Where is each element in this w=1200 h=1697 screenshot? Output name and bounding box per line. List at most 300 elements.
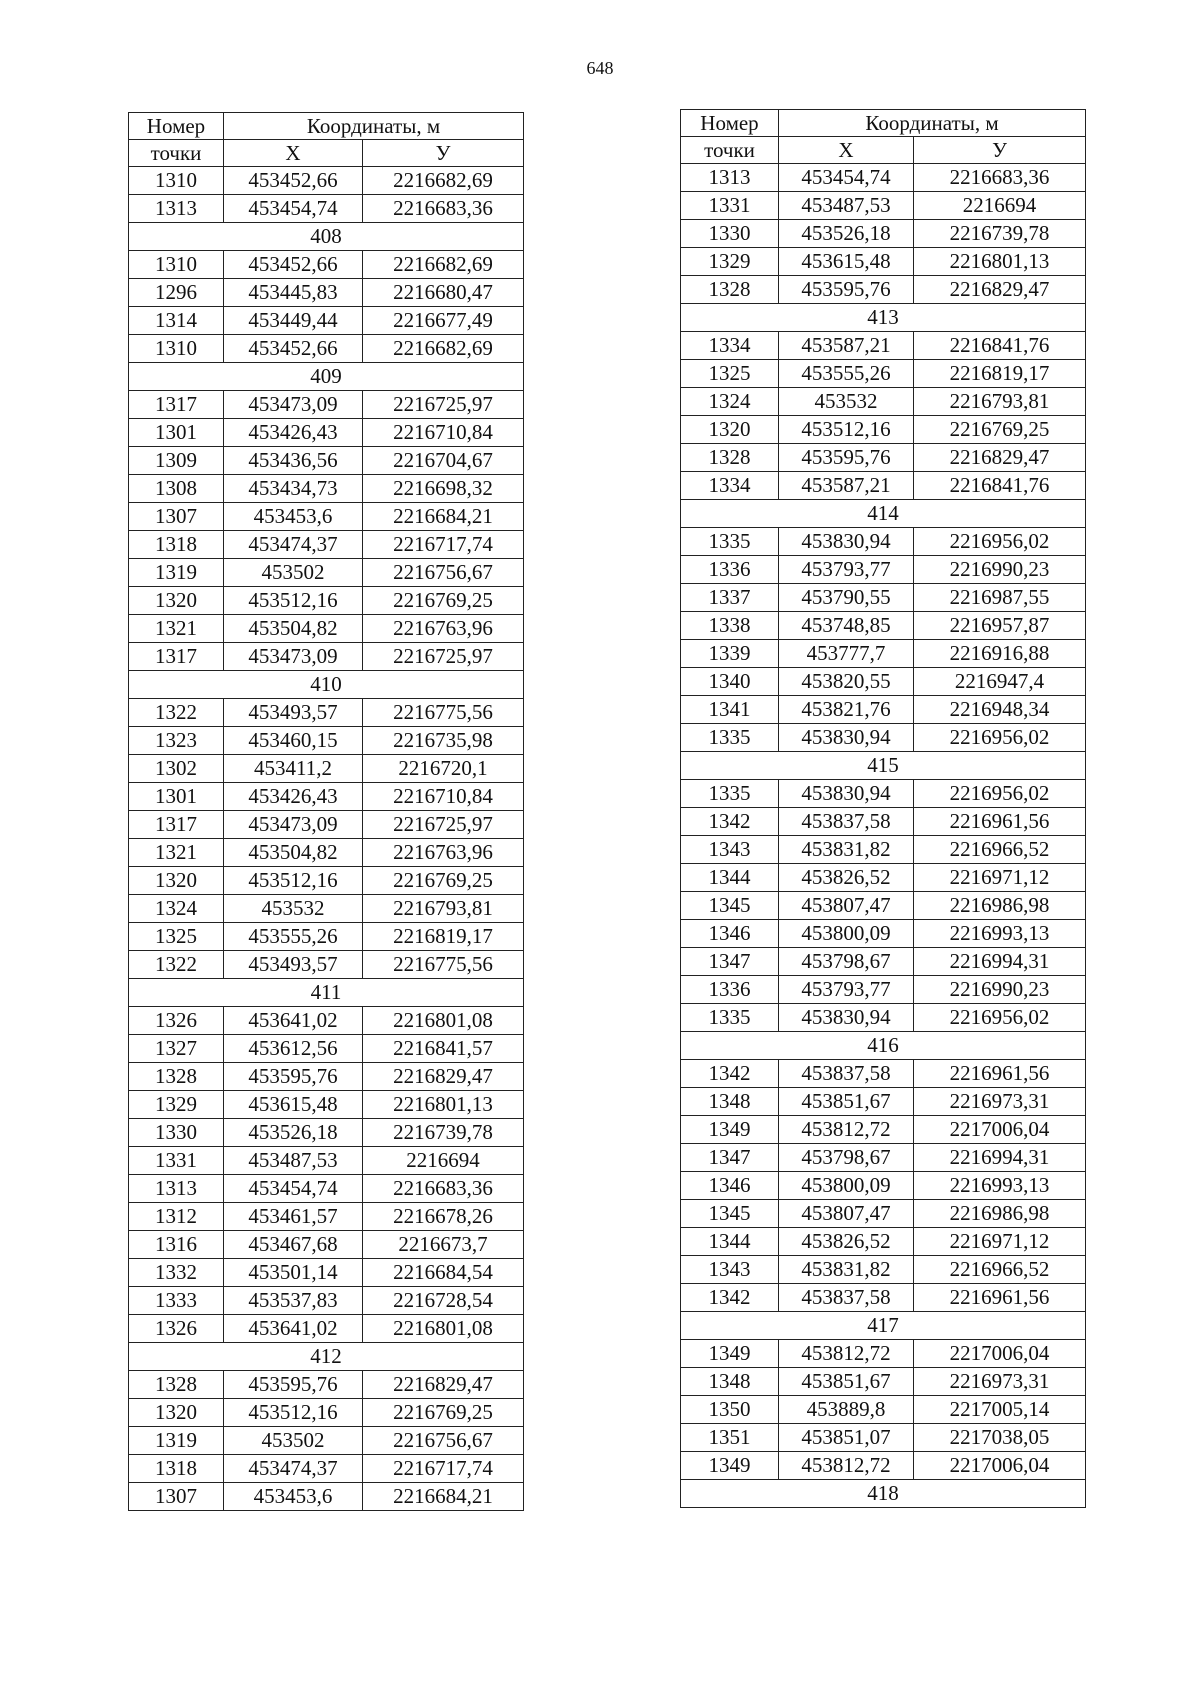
y-coordinate-cell: 2216728,54 — [363, 1287, 524, 1315]
table-row — [129, 951, 524, 979]
x-coordinate-cell: 453587,21 — [779, 332, 914, 360]
point-number-cell: 1324 — [681, 388, 779, 416]
point-number-cell: 1320 — [129, 1399, 224, 1427]
x-coordinate-cell: 453889,8 — [779, 1396, 914, 1424]
point-number-header-sub: точки — [129, 140, 224, 167]
point-number-cell: 1339 — [681, 640, 779, 668]
section-number: 414 — [681, 500, 1086, 528]
y-coordinate-cell: 2216698,32 — [363, 475, 524, 503]
point-number-cell: 1325 — [129, 923, 224, 951]
x-coordinate-cell: 453449,44 — [224, 307, 363, 335]
table-row — [681, 1172, 1086, 1200]
table-row — [681, 1424, 1086, 1452]
point-number-cell: 1347 — [681, 948, 779, 976]
point-number-cell: 1349 — [681, 1452, 779, 1480]
y-coordinate-cell: 2216971,12 — [914, 864, 1086, 892]
point-number-cell: 1317 — [129, 811, 224, 839]
y-coordinate-cell: 2216694 — [914, 192, 1086, 220]
table-row — [129, 783, 524, 811]
point-number-cell: 1347 — [681, 1144, 779, 1172]
point-number-cell: 1310 — [129, 167, 224, 195]
x-coordinate-cell: 453830,94 — [779, 780, 914, 808]
x-coordinate-cell: 453526,18 — [779, 220, 914, 248]
table-row — [681, 668, 1086, 696]
x-coordinate-cell: 453837,58 — [779, 1284, 914, 1312]
x-coordinate-cell: 453830,94 — [779, 1004, 914, 1032]
x-coordinate-cell: 453473,09 — [224, 391, 363, 419]
y-coordinate-cell: 2216956,02 — [914, 780, 1086, 808]
x-coordinate-cell: 453830,94 — [779, 528, 914, 556]
x-coordinate-cell: 453595,76 — [224, 1371, 363, 1399]
section-row — [681, 304, 1086, 332]
point-number-cell: 1340 — [681, 668, 779, 696]
table-row — [129, 1287, 524, 1315]
point-number-cell: 1314 — [129, 307, 224, 335]
point-number-cell: 1318 — [129, 531, 224, 559]
table-row — [129, 1455, 524, 1483]
point-number-cell: 1323 — [129, 727, 224, 755]
x-coordinate-cell: 453820,55 — [779, 668, 914, 696]
y-coordinate-cell: 2216793,81 — [363, 895, 524, 923]
table-row — [129, 1483, 524, 1511]
x-coordinate-cell: 453502 — [224, 559, 363, 587]
point-number-cell: 1296 — [129, 279, 224, 307]
y-coordinate-cell: 2217006,04 — [914, 1452, 1086, 1480]
point-number-cell: 1307 — [129, 1483, 224, 1511]
section-row — [681, 1480, 1086, 1508]
x-coordinate-cell: 453453,6 — [224, 503, 363, 531]
y-coordinate-cell: 2216956,02 — [914, 528, 1086, 556]
x-coordinate-cell: 453851,67 — [779, 1368, 914, 1396]
point-number-cell: 1346 — [681, 920, 779, 948]
section-number: 408 — [129, 223, 524, 251]
y-coordinate-cell: 2216947,4 — [914, 668, 1086, 696]
y-coordinate-cell: 2216769,25 — [363, 587, 524, 615]
y-coordinate-cell: 2216682,69 — [363, 167, 524, 195]
table-row — [129, 1231, 524, 1259]
x-coordinate-cell: 453461,57 — [224, 1203, 363, 1231]
left-table-body — [129, 167, 524, 1511]
table-row — [129, 811, 524, 839]
x-coordinate-cell: 453831,82 — [779, 836, 914, 864]
point-number-cell: 1316 — [129, 1231, 224, 1259]
point-number-cell: 1344 — [681, 864, 779, 892]
y-coordinate-cell: 2216971,12 — [914, 1228, 1086, 1256]
table-row — [681, 920, 1086, 948]
point-number-cell: 1346 — [681, 1172, 779, 1200]
x-coordinate-cell: 453800,09 — [779, 920, 914, 948]
y-coordinate-cell: 2216756,67 — [363, 559, 524, 587]
y-coordinate-cell: 2216961,56 — [914, 1060, 1086, 1088]
table-row — [681, 1200, 1086, 1228]
point-number-cell: 1301 — [129, 783, 224, 811]
y-coordinate-cell: 2216694 — [363, 1147, 524, 1175]
x-coordinate-cell: 453452,66 — [224, 335, 363, 363]
section-row — [129, 363, 524, 391]
point-number-header: Номер — [681, 110, 779, 137]
y-coordinate-cell: 2216769,25 — [914, 416, 1086, 444]
table-row — [681, 444, 1086, 472]
y-coordinate-cell: 2216961,56 — [914, 808, 1086, 836]
x-coordinate-cell: 453555,26 — [224, 923, 363, 951]
x-coordinate-cell: 453504,82 — [224, 839, 363, 867]
x-coordinate-cell: 453467,68 — [224, 1231, 363, 1259]
x-coordinate-cell: 453826,52 — [779, 1228, 914, 1256]
y-coordinate-cell: 2216994,31 — [914, 1144, 1086, 1172]
x-coordinate-cell: 453830,94 — [779, 724, 914, 752]
y-coordinate-cell: 2216684,21 — [363, 1483, 524, 1511]
point-number-cell: 1338 — [681, 612, 779, 640]
table-row — [681, 192, 1086, 220]
point-number-cell: 1313 — [681, 164, 779, 192]
point-number-cell: 1313 — [129, 1175, 224, 1203]
table-row — [681, 388, 1086, 416]
x-coordinate-cell: 453595,76 — [779, 276, 914, 304]
x-coordinate-cell: 453493,57 — [224, 699, 363, 727]
point-number-cell: 1313 — [129, 195, 224, 223]
x-coordinate-cell: 453612,56 — [224, 1035, 363, 1063]
y-coordinate-cell: 2216966,52 — [914, 1256, 1086, 1284]
section-row — [129, 1343, 524, 1371]
y-coordinate-cell: 2216683,36 — [363, 1175, 524, 1203]
section-number: 418 — [681, 1480, 1086, 1508]
y-coordinate-cell: 2216841,57 — [363, 1035, 524, 1063]
x-coordinate-cell: 453595,76 — [779, 444, 914, 472]
x-coordinate-cell: 453851,07 — [779, 1424, 914, 1452]
x-coordinate-cell: 453812,72 — [779, 1340, 914, 1368]
table-row — [129, 867, 524, 895]
y-coordinate-cell: 2216710,84 — [363, 783, 524, 811]
x-coordinate-cell: 453436,56 — [224, 447, 363, 475]
table-row — [681, 1088, 1086, 1116]
y-coordinate-cell: 2216793,81 — [914, 388, 1086, 416]
table-row — [681, 1004, 1086, 1032]
table-row — [129, 839, 524, 867]
x-coordinate-cell: 453587,21 — [779, 472, 914, 500]
y-coordinate-cell: 2216829,47 — [914, 276, 1086, 304]
section-number: 412 — [129, 1343, 524, 1371]
table-row — [129, 391, 524, 419]
table-row — [681, 808, 1086, 836]
point-number-cell: 1331 — [129, 1147, 224, 1175]
x-coordinate-cell: 453487,53 — [224, 1147, 363, 1175]
y-coordinate-cell: 2216717,74 — [363, 531, 524, 559]
x-coordinate-cell: 453777,7 — [779, 640, 914, 668]
point-number-cell: 1326 — [129, 1315, 224, 1343]
table-row — [681, 416, 1086, 444]
x-coordinate-cell: 453453,6 — [224, 1483, 363, 1511]
x-coordinate-cell: 453452,66 — [224, 251, 363, 279]
table-row — [681, 976, 1086, 1004]
point-number-cell: 1335 — [681, 724, 779, 752]
y-coordinate-cell: 2216775,56 — [363, 951, 524, 979]
x-coordinate-cell: 453641,02 — [224, 1315, 363, 1343]
y-coordinate-cell: 2216801,13 — [914, 248, 1086, 276]
x-coordinate-cell: 453512,16 — [779, 416, 914, 444]
y-coordinate-cell: 2216986,98 — [914, 1200, 1086, 1228]
table-row — [129, 307, 524, 335]
x-coordinate-cell: 453512,16 — [224, 1399, 363, 1427]
section-number: 415 — [681, 752, 1086, 780]
point-number-cell: 1336 — [681, 976, 779, 1004]
y-coordinate-cell: 2216829,47 — [914, 444, 1086, 472]
y-coordinate-cell: 2216763,96 — [363, 615, 524, 643]
y-coordinate-cell: 2216990,23 — [914, 556, 1086, 584]
y-coordinate-cell: 2216756,67 — [363, 1427, 524, 1455]
point-number-cell: 1334 — [681, 472, 779, 500]
x-coordinate-cell: 453826,52 — [779, 864, 914, 892]
y-coordinate-cell: 2216961,56 — [914, 1284, 1086, 1312]
point-number-cell: 1328 — [681, 276, 779, 304]
point-number-cell: 1318 — [129, 1455, 224, 1483]
x-coordinate-cell: 453411,2 — [224, 755, 363, 783]
point-number-cell: 1328 — [129, 1371, 224, 1399]
y-coordinate-cell: 2216801,08 — [363, 1315, 524, 1343]
table-row — [129, 475, 524, 503]
y-coordinate-cell: 2216739,78 — [914, 220, 1086, 248]
point-number-cell: 1343 — [681, 1256, 779, 1284]
table-row — [681, 864, 1086, 892]
x-coordinate-cell: 453821,76 — [779, 696, 914, 724]
y-coordinate-cell: 2216829,47 — [363, 1063, 524, 1091]
x-coordinate-cell: 453502 — [224, 1427, 363, 1455]
section-number: 410 — [129, 671, 524, 699]
page-number: 648 — [586, 58, 614, 78]
point-number-cell: 1332 — [129, 1259, 224, 1287]
point-number-cell: 1335 — [681, 528, 779, 556]
x-coordinate-cell: 453800,09 — [779, 1172, 914, 1200]
table-row — [681, 248, 1086, 276]
x-coordinate-cell: 453790,55 — [779, 584, 914, 612]
y-coordinate-cell: 2216720,1 — [363, 755, 524, 783]
point-number-cell: 1319 — [129, 559, 224, 587]
table-row — [129, 587, 524, 615]
x-column-header: X — [224, 140, 363, 167]
table-row — [129, 755, 524, 783]
section-row — [129, 979, 524, 1007]
y-coordinate-cell: 2216775,56 — [363, 699, 524, 727]
y-coordinate-cell: 2216801,13 — [363, 1091, 524, 1119]
table-row — [681, 1256, 1086, 1284]
x-coordinate-cell: 453460,15 — [224, 727, 363, 755]
x-coordinate-cell: 453426,43 — [224, 783, 363, 811]
x-coordinate-cell: 453837,58 — [779, 808, 914, 836]
table-row — [681, 1340, 1086, 1368]
y-coordinate-cell: 2216973,31 — [914, 1088, 1086, 1116]
x-coordinate-cell: 453487,53 — [779, 192, 914, 220]
y-coordinate-cell: 2216986,98 — [914, 892, 1086, 920]
table-row — [129, 1371, 524, 1399]
coordinates-header: Координаты, м — [224, 113, 524, 140]
y-coordinate-cell: 2216769,25 — [363, 867, 524, 895]
table-row — [681, 836, 1086, 864]
table-row — [129, 167, 524, 195]
x-coordinate-cell: 453798,67 — [779, 948, 914, 976]
point-number-cell: 1301 — [129, 419, 224, 447]
y-coordinate-cell: 2216819,17 — [363, 923, 524, 951]
table-row — [129, 559, 524, 587]
y-column-header: У — [914, 137, 1086, 164]
table-row — [681, 612, 1086, 640]
point-number-cell: 1329 — [129, 1091, 224, 1119]
x-coordinate-cell: 453474,37 — [224, 1455, 363, 1483]
x-coordinate-cell: 453493,57 — [224, 951, 363, 979]
x-coordinate-cell: 453474,37 — [224, 531, 363, 559]
table-row — [129, 699, 524, 727]
x-coordinate-cell: 453807,47 — [779, 1200, 914, 1228]
y-coordinate-cell: 2216735,98 — [363, 727, 524, 755]
table-row — [129, 531, 524, 559]
y-coordinate-cell: 2216704,67 — [363, 447, 524, 475]
table-row — [129, 1147, 524, 1175]
table-row — [681, 164, 1086, 192]
table-row — [129, 1315, 524, 1343]
point-number-cell: 1348 — [681, 1088, 779, 1116]
point-number-cell: 1335 — [681, 780, 779, 808]
table-row — [681, 1060, 1086, 1088]
y-coordinate-cell: 2216994,31 — [914, 948, 1086, 976]
point-number-cell: 1344 — [681, 1228, 779, 1256]
table-row — [681, 780, 1086, 808]
x-coordinate-cell: 453537,83 — [224, 1287, 363, 1315]
right-table-body — [681, 164, 1086, 1508]
y-coordinate-cell: 2216683,36 — [914, 164, 1086, 192]
table-row — [129, 643, 524, 671]
y-coordinate-cell: 2216763,96 — [363, 839, 524, 867]
y-coordinate-cell: 2216673,7 — [363, 1231, 524, 1259]
x-coordinate-cell: 453473,09 — [224, 811, 363, 839]
y-coordinate-cell: 2216682,69 — [363, 335, 524, 363]
point-number-cell: 1337 — [681, 584, 779, 612]
point-number-cell: 1310 — [129, 251, 224, 279]
table-row — [129, 1063, 524, 1091]
x-column-header: X — [779, 137, 914, 164]
point-number-cell: 1331 — [681, 192, 779, 220]
point-number-cell: 1333 — [129, 1287, 224, 1315]
y-coordinate-cell: 2216841,76 — [914, 472, 1086, 500]
point-number-cell: 1327 — [129, 1035, 224, 1063]
section-row — [681, 1032, 1086, 1060]
x-coordinate-cell: 453831,82 — [779, 1256, 914, 1284]
table-row — [129, 727, 524, 755]
table-row — [681, 584, 1086, 612]
point-number-cell: 1302 — [129, 755, 224, 783]
table-row — [681, 528, 1086, 556]
y-coordinate-cell: 2216841,76 — [914, 332, 1086, 360]
table-row — [129, 447, 524, 475]
y-coordinate-cell: 2216769,25 — [363, 1399, 524, 1427]
table-row — [129, 251, 524, 279]
x-coordinate-cell: 453595,76 — [224, 1063, 363, 1091]
x-coordinate-cell: 453501,14 — [224, 1259, 363, 1287]
x-coordinate-cell: 453641,02 — [224, 1007, 363, 1035]
table-row — [681, 276, 1086, 304]
x-coordinate-cell: 453504,82 — [224, 615, 363, 643]
section-number: 411 — [129, 979, 524, 1007]
x-coordinate-cell: 453615,48 — [224, 1091, 363, 1119]
table-row — [681, 724, 1086, 752]
point-number-cell: 1321 — [129, 839, 224, 867]
y-coordinate-cell: 2216682,69 — [363, 251, 524, 279]
section-row — [129, 671, 524, 699]
table-row — [129, 615, 524, 643]
y-coordinate-cell: 2216948,34 — [914, 696, 1086, 724]
y-coordinate-cell: 2216973,31 — [914, 1368, 1086, 1396]
x-coordinate-cell: 453473,09 — [224, 643, 363, 671]
y-coordinate-cell: 2216819,17 — [914, 360, 1086, 388]
table-row — [129, 195, 524, 223]
x-coordinate-cell: 453454,74 — [224, 1175, 363, 1203]
x-coordinate-cell: 453526,18 — [224, 1119, 363, 1147]
x-coordinate-cell: 453555,26 — [779, 360, 914, 388]
y-coordinate-cell: 2217005,14 — [914, 1396, 1086, 1424]
y-coordinate-cell: 2216956,02 — [914, 724, 1086, 752]
y-coordinate-cell: 2216684,54 — [363, 1259, 524, 1287]
point-number-cell: 1350 — [681, 1396, 779, 1424]
x-coordinate-cell: 453512,16 — [224, 867, 363, 895]
table-row — [129, 1175, 524, 1203]
point-number-header-sub: точки — [681, 137, 779, 164]
x-coordinate-cell: 453426,43 — [224, 419, 363, 447]
y-coordinate-cell: 2216990,23 — [914, 976, 1086, 1004]
point-number-cell: 1335 — [681, 1004, 779, 1032]
x-coordinate-cell: 453454,74 — [779, 164, 914, 192]
x-coordinate-cell: 453532 — [224, 895, 363, 923]
point-number-cell: 1348 — [681, 1368, 779, 1396]
x-coordinate-cell: 453837,58 — [779, 1060, 914, 1088]
x-coordinate-cell: 453445,83 — [224, 279, 363, 307]
point-number-cell: 1320 — [681, 416, 779, 444]
table-row — [681, 640, 1086, 668]
x-coordinate-cell: 453512,16 — [224, 587, 363, 615]
y-coordinate-cell: 2216678,26 — [363, 1203, 524, 1231]
x-coordinate-cell: 453532 — [779, 388, 914, 416]
table-row — [129, 923, 524, 951]
y-coordinate-cell: 2216684,21 — [363, 503, 524, 531]
point-number-header: Номер — [129, 113, 224, 140]
x-coordinate-cell: 453434,73 — [224, 475, 363, 503]
x-coordinate-cell: 453851,67 — [779, 1088, 914, 1116]
table-row — [681, 332, 1086, 360]
coordinates-table-left — [128, 112, 524, 1511]
y-coordinate-cell: 2216717,74 — [363, 1455, 524, 1483]
y-coordinate-cell: 2216683,36 — [363, 195, 524, 223]
x-coordinate-cell: 453748,85 — [779, 612, 914, 640]
y-coordinate-cell: 2216725,97 — [363, 643, 524, 671]
y-coordinate-cell: 2216680,47 — [363, 279, 524, 307]
point-number-cell: 1328 — [681, 444, 779, 472]
y-coordinate-cell: 2217038,05 — [914, 1424, 1086, 1452]
point-number-cell: 1320 — [129, 587, 224, 615]
point-number-cell: 1334 — [681, 332, 779, 360]
y-coordinate-cell: 2216710,84 — [363, 419, 524, 447]
point-number-cell: 1329 — [681, 248, 779, 276]
table-row — [681, 360, 1086, 388]
x-coordinate-cell: 453812,72 — [779, 1116, 914, 1144]
section-number: 409 — [129, 363, 524, 391]
section-row — [681, 1312, 1086, 1340]
y-coordinate-cell: 2216739,78 — [363, 1119, 524, 1147]
section-number: 416 — [681, 1032, 1086, 1060]
table-row — [681, 472, 1086, 500]
table-row — [681, 948, 1086, 976]
point-number-cell: 1341 — [681, 696, 779, 724]
x-coordinate-cell: 453615,48 — [779, 248, 914, 276]
x-coordinate-cell: 453793,77 — [779, 556, 914, 584]
table-row — [129, 1427, 524, 1455]
table-row — [681, 892, 1086, 920]
table-row — [129, 335, 524, 363]
